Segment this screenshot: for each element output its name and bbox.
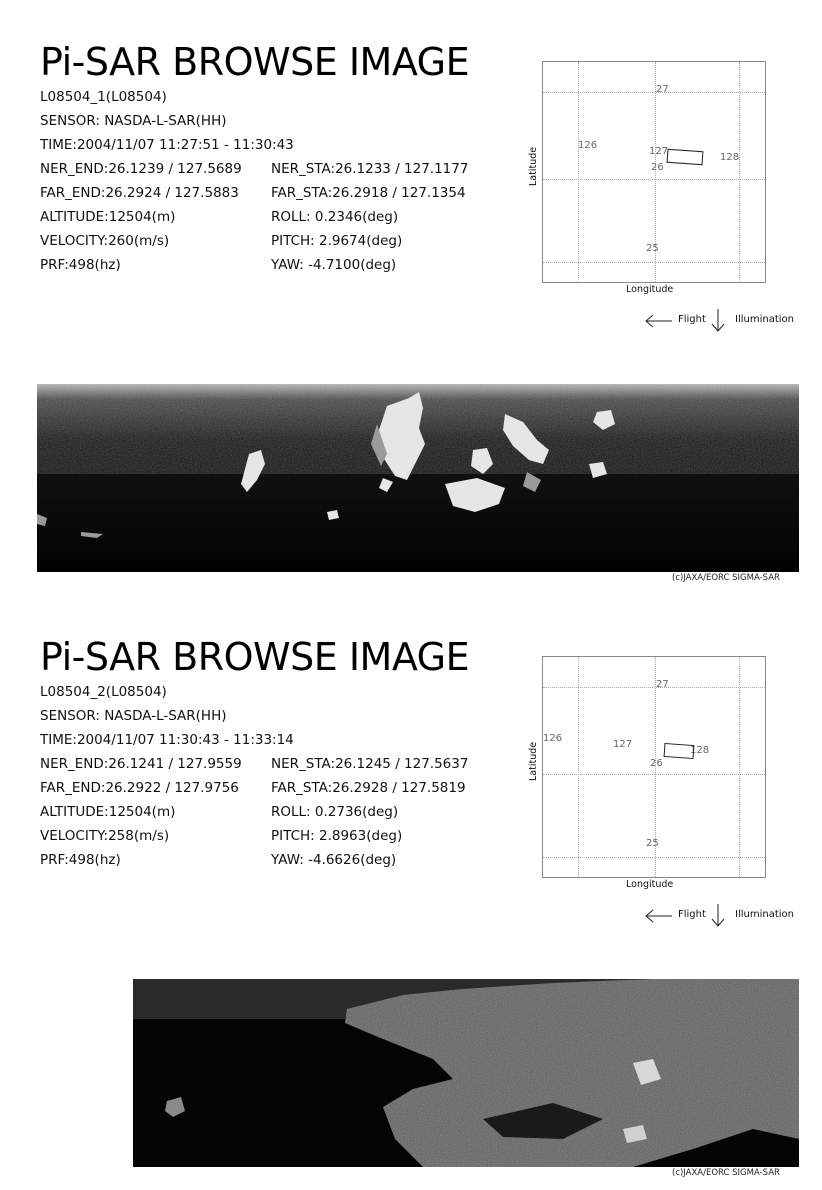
ner-end-text: NER_END:26.1241 / 127.9559	[40, 756, 242, 772]
copyright-text: (c)JAXA/EORC SIGMA-SAR	[672, 1168, 780, 1178]
flight-legend-label: Flight	[678, 314, 706, 325]
map-gridline	[578, 62, 579, 282]
yaw-text: YAW: -4.7100(deg)	[271, 257, 397, 273]
map-label-lon-128: 128	[720, 152, 740, 163]
map-gridline	[543, 687, 765, 688]
location-map	[542, 656, 766, 878]
sensor-text: SENSOR: NASDA-L-SAR(HH)	[40, 708, 227, 724]
yaw-text: YAW: -4.6626(deg)	[271, 852, 397, 868]
map-gridline	[543, 857, 765, 858]
pitch-text: PITCH: 2.9674(deg)	[271, 233, 403, 249]
ner-sta-text: NER_STA:26.1233 / 127.1177	[271, 161, 469, 177]
map-gridline	[739, 62, 740, 282]
prf-text: PRF:498(hz)	[40, 852, 121, 868]
illumination-arrow-icon	[710, 902, 726, 928]
scene-footprint	[667, 149, 704, 165]
sar-image-strip	[133, 979, 799, 1167]
illumination-legend-label: Illumination	[735, 314, 794, 325]
map-label-lat-27: 27	[656, 84, 669, 95]
map-label-lon-127: 127	[613, 739, 633, 750]
scene-footprint	[664, 743, 695, 759]
page-title: Pi-SAR BROWSE IMAGE	[40, 40, 470, 84]
altitude-text: ALTITUDE:12504(m)	[40, 804, 176, 820]
scene-id: L08504_2(L08504)	[40, 684, 167, 700]
far-sta-text: FAR_STA:26.2918 / 127.1354	[271, 185, 466, 201]
map-label-lon-127: 127	[649, 146, 669, 157]
prf-text: PRF:498(hz)	[40, 257, 121, 273]
latitude-axis-label: Latitude	[528, 146, 539, 186]
page-title: Pi-SAR BROWSE IMAGE	[40, 635, 470, 679]
map-gridline	[578, 657, 579, 877]
illumination-arrow-icon	[710, 307, 726, 333]
map-label-lat-25: 25	[646, 243, 659, 254]
browse-panel-2	[0, 595, 822, 1190]
latitude-axis-label: Latitude	[528, 741, 539, 781]
flight-legend-label: Flight	[678, 909, 706, 920]
longitude-axis-label: Longitude	[626, 284, 674, 295]
far-end-text: FAR_END:26.2922 / 127.9756	[40, 780, 239, 796]
map-gridline	[543, 179, 765, 180]
illumination-legend-label: Illumination	[735, 909, 794, 920]
map-label-lat-25: 25	[646, 838, 659, 849]
velocity-text: VELOCITY:260(m/s)	[40, 233, 170, 249]
sensor-text: SENSOR: NASDA-L-SAR(HH)	[40, 113, 227, 129]
flight-arrow-icon	[644, 908, 674, 924]
map-label-lon-128: 128	[690, 745, 710, 756]
copyright-text: (c)JAXA/EORC SIGMA-SAR	[672, 573, 780, 583]
map-gridline	[543, 774, 765, 775]
ner-end-text: NER_END:26.1239 / 127.5689	[40, 161, 242, 177]
map-gridline	[543, 262, 765, 263]
map-label-lat-27: 27	[656, 679, 669, 690]
scene-id: L08504_1(L08504)	[40, 89, 167, 105]
roll-text: ROLL: 0.2346(deg)	[271, 209, 399, 225]
map-label-lat-26: 26	[650, 758, 663, 769]
time-text: TIME:2004/11/07 11:27:51 - 11:30:43	[40, 137, 294, 153]
map-gridline	[739, 657, 740, 877]
map-gridline	[543, 92, 765, 93]
map-label-lon-126: 126	[543, 733, 563, 744]
map-label-lon-126: 126	[578, 140, 598, 151]
sar-image-strip	[37, 384, 799, 572]
location-map	[542, 61, 766, 283]
map-label-lat-26: 26	[651, 162, 664, 173]
roll-text: ROLL: 0.2736(deg)	[271, 804, 399, 820]
altitude-text: ALTITUDE:12504(m)	[40, 209, 176, 225]
far-end-text: FAR_END:26.2924 / 127.5883	[40, 185, 239, 201]
flight-arrow-icon	[644, 313, 674, 329]
pitch-text: PITCH: 2.8963(deg)	[271, 828, 403, 844]
velocity-text: VELOCITY:258(m/s)	[40, 828, 170, 844]
sar-image-graphic	[133, 979, 799, 1167]
longitude-axis-label: Longitude	[626, 879, 674, 890]
sar-image-graphic	[37, 384, 799, 572]
ner-sta-text: NER_STA:26.1245 / 127.5637	[271, 756, 469, 772]
time-text: TIME:2004/11/07 11:30:43 - 11:33:14	[40, 732, 294, 748]
far-sta-text: FAR_STA:26.2928 / 127.5819	[271, 780, 466, 796]
